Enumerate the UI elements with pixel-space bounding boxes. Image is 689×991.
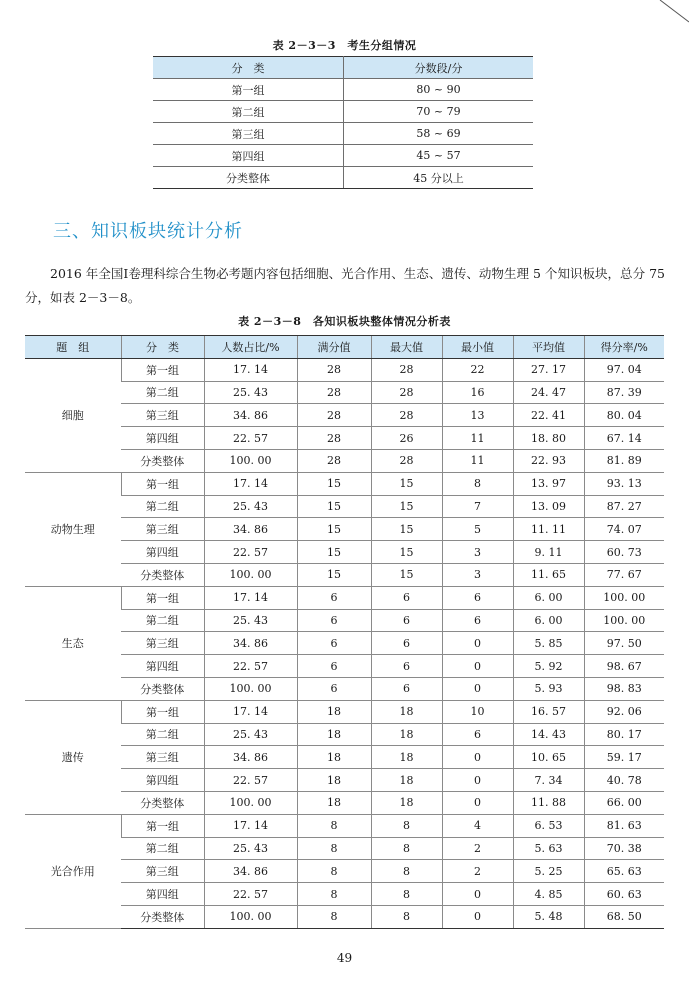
max-cell: 18: [371, 769, 442, 792]
score-rate-cell: 100. 00: [584, 609, 664, 632]
min-cell: 16: [442, 381, 513, 404]
table-row: [25, 404, 664, 427]
mean-cell: 16. 57: [513, 700, 584, 723]
table-row: [25, 358, 664, 381]
table-row: [25, 905, 664, 928]
section-heading: 三、知识板块统计分析: [53, 221, 243, 242]
score-rate-cell: 67. 14: [584, 427, 664, 450]
full-score-cell: 8: [297, 860, 371, 883]
score-range-cell: 45 ~ 57: [344, 145, 534, 167]
score-rate-cell: 81. 63: [584, 814, 664, 837]
min-cell: 7: [442, 495, 513, 518]
share-cell: 22. 57: [204, 427, 297, 450]
table-row: [153, 167, 533, 189]
category-cell: 第二组: [121, 609, 204, 632]
min-cell: 0: [442, 677, 513, 700]
mean-cell: 5. 48: [513, 905, 584, 928]
header-share: 人数占比/%: [204, 336, 297, 359]
table-row: [25, 837, 664, 860]
table-row: [25, 700, 664, 723]
full-score-cell: 28: [297, 449, 371, 472]
mean-cell: 11. 88: [513, 791, 584, 814]
table-row: [153, 145, 533, 167]
mean-cell: 14. 43: [513, 723, 584, 746]
min-cell: 0: [442, 791, 513, 814]
score-rate-cell: 77. 67: [584, 563, 664, 586]
min-cell: 2: [442, 860, 513, 883]
table-row: [25, 472, 664, 495]
topic-group-cell: 细胞: [25, 358, 121, 472]
group-label-cell: 第三组: [153, 123, 344, 145]
share-cell: 34. 86: [204, 518, 297, 541]
max-cell: 8: [371, 883, 442, 906]
share-cell: 100. 00: [204, 791, 297, 814]
max-cell: 8: [371, 814, 442, 837]
mean-cell: 4. 85: [513, 883, 584, 906]
mean-cell: 9. 11: [513, 541, 584, 564]
table-row: [25, 746, 664, 769]
category-cell: 第四组: [121, 655, 204, 678]
mean-cell: 22. 41: [513, 404, 584, 427]
group-label-cell: 第一组: [153, 79, 344, 101]
max-cell: 8: [371, 905, 442, 928]
full-score-cell: 8: [297, 883, 371, 906]
full-score-cell: 15: [297, 541, 371, 564]
category-cell: 第一组: [121, 700, 204, 723]
max-cell: 18: [371, 791, 442, 814]
intro-paragraph: 2016 年全国Ⅰ卷理科综合生物必考题内容包括细胞、光合作用、生态、遗传、动物生理 5 个知识板块，总分 75 分，如表 2－3－8。: [25, 266, 665, 305]
min-cell: 0: [442, 655, 513, 678]
share-cell: 25. 43: [204, 723, 297, 746]
score-rate-cell: 66. 00: [584, 791, 664, 814]
max-cell: 6: [371, 655, 442, 678]
score-rate-cell: 80. 04: [584, 404, 664, 427]
knowledge-block-table: [25, 335, 664, 929]
mean-cell: 18. 80: [513, 427, 584, 450]
corner-fold-mark: [650, 0, 689, 24]
full-score-cell: 6: [297, 586, 371, 609]
table-row: [153, 101, 533, 123]
category-cell: 分类整体: [121, 905, 204, 928]
share-cell: 22. 57: [204, 541, 297, 564]
category-cell: 分类整体: [121, 791, 204, 814]
header-category: 分 类: [121, 336, 204, 359]
share-cell: 17. 14: [204, 586, 297, 609]
share-cell: 22. 57: [204, 883, 297, 906]
max-cell: 18: [371, 723, 442, 746]
min-cell: 4: [442, 814, 513, 837]
share-cell: 34. 86: [204, 860, 297, 883]
share-cell: 100. 00: [204, 905, 297, 928]
min-cell: 2: [442, 837, 513, 860]
max-cell: 28: [371, 381, 442, 404]
mean-cell: 5. 85: [513, 632, 584, 655]
full-score-cell: 6: [297, 632, 371, 655]
min-cell: 5: [442, 518, 513, 541]
header-full-score: 满分值: [297, 336, 371, 359]
mean-cell: 5. 25: [513, 860, 584, 883]
min-cell: 3: [442, 541, 513, 564]
table-row: [25, 814, 664, 837]
header-score-rate: 得分率/%: [584, 336, 664, 359]
mean-cell: 5. 63: [513, 837, 584, 860]
min-cell: 10: [442, 700, 513, 723]
category-cell: 第三组: [121, 746, 204, 769]
share-cell: 22. 57: [204, 655, 297, 678]
max-cell: 6: [371, 609, 442, 632]
max-cell: 28: [371, 358, 442, 381]
full-score-cell: 8: [297, 905, 371, 928]
table-row: [153, 79, 533, 101]
max-cell: 28: [371, 404, 442, 427]
mean-cell: 6. 00: [513, 586, 584, 609]
min-cell: 0: [442, 746, 513, 769]
score-range-cell: 70 ~ 79: [344, 101, 534, 123]
mean-cell: 11. 11: [513, 518, 584, 541]
table-row: [25, 518, 664, 541]
topic-group-cell: 遗传: [25, 700, 121, 814]
score-rate-cell: 92. 06: [584, 700, 664, 723]
table2-caption: 表 2－3－8 各知识板块整体情况分析表: [238, 315, 451, 328]
full-score-cell: 8: [297, 814, 371, 837]
score-rate-cell: 59. 17: [584, 746, 664, 769]
group-score-table: [153, 56, 533, 189]
score-rate-cell: 93. 13: [584, 472, 664, 495]
share-cell: 25. 43: [204, 837, 297, 860]
score-rate-cell: 68. 50: [584, 905, 664, 928]
topic-group-cell: 动物生理: [25, 472, 121, 586]
full-score-cell: 28: [297, 358, 371, 381]
min-cell: 0: [442, 769, 513, 792]
score-rate-cell: 98. 83: [584, 677, 664, 700]
max-cell: 8: [371, 837, 442, 860]
score-rate-cell: 81. 89: [584, 449, 664, 472]
category-cell: 第二组: [121, 723, 204, 746]
score-range-cell: 58 ~ 69: [344, 123, 534, 145]
header-max: 最大值: [371, 336, 442, 359]
share-cell: 25. 43: [204, 609, 297, 632]
mean-cell: 13. 97: [513, 472, 584, 495]
category-cell: 第四组: [121, 769, 204, 792]
score-rate-cell: 87. 39: [584, 381, 664, 404]
table-row: [25, 632, 664, 655]
score-rate-cell: 74. 07: [584, 518, 664, 541]
table-row: [25, 791, 664, 814]
score-rate-cell: 65. 63: [584, 860, 664, 883]
category-cell: 第三组: [121, 518, 204, 541]
full-score-cell: 18: [297, 723, 371, 746]
category-cell: 第二组: [121, 837, 204, 860]
max-cell: 28: [371, 449, 442, 472]
table-row: [25, 677, 664, 700]
category-cell: 第四组: [121, 883, 204, 906]
min-cell: 3: [442, 563, 513, 586]
table-row: [25, 609, 664, 632]
full-score-cell: 15: [297, 495, 371, 518]
table-row: [25, 586, 664, 609]
header-mean: 平均值: [513, 336, 584, 359]
max-cell: 15: [371, 563, 442, 586]
category-cell: 第三组: [121, 632, 204, 655]
min-cell: 11: [442, 449, 513, 472]
category-cell: 分类整体: [121, 563, 204, 586]
mean-cell: 24. 47: [513, 381, 584, 404]
score-rate-cell: 97. 04: [584, 358, 664, 381]
table1-header-category: 分 类: [153, 57, 344, 79]
full-score-cell: 15: [297, 518, 371, 541]
min-cell: 0: [442, 632, 513, 655]
topic-group-cell: 生态: [25, 586, 121, 700]
share-cell: 25. 43: [204, 381, 297, 404]
mean-cell: 5. 92: [513, 655, 584, 678]
full-score-cell: 8: [297, 837, 371, 860]
table-row: [25, 541, 664, 564]
full-score-cell: 15: [297, 563, 371, 586]
min-cell: 0: [442, 905, 513, 928]
full-score-cell: 6: [297, 677, 371, 700]
min-cell: 13: [442, 404, 513, 427]
score-rate-cell: 97. 50: [584, 632, 664, 655]
min-cell: 8: [442, 472, 513, 495]
table-row: [25, 449, 664, 472]
score-rate-cell: 80. 17: [584, 723, 664, 746]
score-rate-cell: 60. 73: [584, 541, 664, 564]
share-cell: 25. 43: [204, 495, 297, 518]
table-row: [25, 723, 664, 746]
category-cell: 第一组: [121, 358, 204, 381]
max-cell: 18: [371, 700, 442, 723]
category-cell: 第一组: [121, 586, 204, 609]
full-score-cell: 6: [297, 609, 371, 632]
category-cell: 第四组: [121, 541, 204, 564]
full-score-cell: 28: [297, 381, 371, 404]
table-row: [25, 495, 664, 518]
max-cell: 6: [371, 586, 442, 609]
full-score-cell: 28: [297, 427, 371, 450]
table-row: [25, 860, 664, 883]
max-cell: 15: [371, 541, 442, 564]
category-cell: 第一组: [121, 472, 204, 495]
category-cell: 第一组: [121, 814, 204, 837]
category-cell: 分类整体: [121, 449, 204, 472]
full-score-cell: 18: [297, 746, 371, 769]
share-cell: 22. 57: [204, 769, 297, 792]
share-cell: 17. 14: [204, 472, 297, 495]
full-score-cell: 18: [297, 791, 371, 814]
share-cell: 100. 00: [204, 563, 297, 586]
max-cell: 6: [371, 632, 442, 655]
table-row: [25, 381, 664, 404]
share-cell: 100. 00: [204, 449, 297, 472]
mean-cell: 13. 09: [513, 495, 584, 518]
min-cell: 11: [442, 427, 513, 450]
min-cell: 6: [442, 609, 513, 632]
max-cell: 15: [371, 518, 442, 541]
topic-group-cell: 光合作用: [25, 814, 121, 928]
category-cell: 第四组: [121, 427, 204, 450]
mean-cell: 27. 17: [513, 358, 584, 381]
full-score-cell: 6: [297, 655, 371, 678]
max-cell: 18: [371, 746, 442, 769]
max-cell: 15: [371, 495, 442, 518]
mean-cell: 11. 65: [513, 563, 584, 586]
mean-cell: 7. 34: [513, 769, 584, 792]
share-cell: 34. 86: [204, 632, 297, 655]
header-min: 最小值: [442, 336, 513, 359]
full-score-cell: 15: [297, 472, 371, 495]
min-cell: 6: [442, 586, 513, 609]
mean-cell: 6. 00: [513, 609, 584, 632]
share-cell: 17. 14: [204, 700, 297, 723]
max-cell: 26: [371, 427, 442, 450]
table1-caption: 表 2－3－3 考生分组情况: [272, 39, 417, 52]
table-row: [25, 655, 664, 678]
share-cell: 100. 00: [204, 677, 297, 700]
mean-cell: 6. 53: [513, 814, 584, 837]
group-label-cell: 第四组: [153, 145, 344, 167]
score-rate-cell: 87. 27: [584, 495, 664, 518]
group-label-cell: 第二组: [153, 101, 344, 123]
category-cell: 第三组: [121, 404, 204, 427]
table-row: [25, 563, 664, 586]
mean-cell: 10. 65: [513, 746, 584, 769]
share-cell: 34. 86: [204, 746, 297, 769]
score-range-cell: 45 分以上: [344, 167, 534, 189]
min-cell: 6: [442, 723, 513, 746]
full-score-cell: 28: [297, 404, 371, 427]
category-cell: 第二组: [121, 495, 204, 518]
table-row: [25, 427, 664, 450]
share-cell: 34. 86: [204, 404, 297, 427]
min-cell: 22: [442, 358, 513, 381]
score-rate-cell: 40. 78: [584, 769, 664, 792]
score-rate-cell: 70. 38: [584, 837, 664, 860]
table-row: [25, 769, 664, 792]
full-score-cell: 18: [297, 769, 371, 792]
mean-cell: 22. 93: [513, 449, 584, 472]
max-cell: 15: [371, 472, 442, 495]
table-row: [153, 123, 533, 145]
category-cell: 分类整体: [121, 677, 204, 700]
score-rate-cell: 100. 00: [584, 586, 664, 609]
table1-header-score-range: 分数段/分: [344, 57, 534, 79]
score-range-cell: 80 ~ 90: [344, 79, 534, 101]
group-label-cell: 分类整体: [153, 167, 344, 189]
category-cell: 第二组: [121, 381, 204, 404]
category-cell: 第三组: [121, 860, 204, 883]
share-cell: 17. 14: [204, 814, 297, 837]
table-row: [25, 883, 664, 906]
score-rate-cell: 98. 67: [584, 655, 664, 678]
header-topic-group: 题 组: [25, 336, 121, 359]
page-number: 49: [336, 951, 353, 965]
share-cell: 17. 14: [204, 358, 297, 381]
min-cell: 0: [442, 883, 513, 906]
score-rate-cell: 60. 63: [584, 883, 664, 906]
max-cell: 8: [371, 860, 442, 883]
mean-cell: 5. 93: [513, 677, 584, 700]
full-score-cell: 18: [297, 700, 371, 723]
max-cell: 6: [371, 677, 442, 700]
